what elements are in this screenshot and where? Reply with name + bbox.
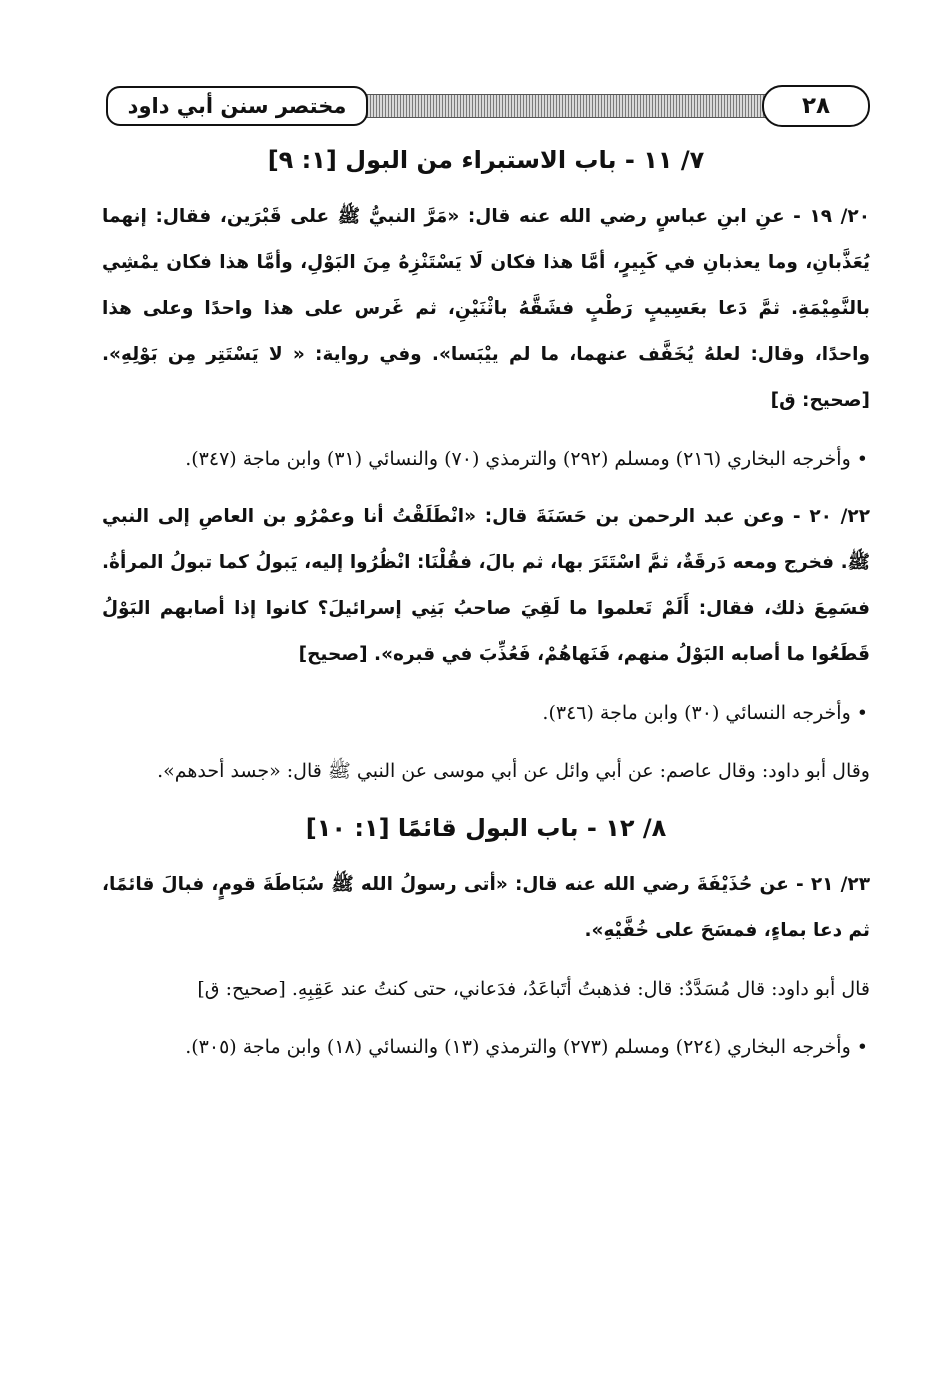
page-body (102, 138, 870, 1082)
chapter-heading: ٨/ ١٢ - باب البول قائمًا [١: ١٠] (305, 814, 667, 842)
takhrij-note: • وأخرجه البخاري (٢٢٤) ومسلم (٢٧٣) والترمذي (١٣) والنسائي (١٨) وابن ماجة (٣٠٥). (185, 1036, 868, 1058)
takhrij-note: • وأخرجه النسائي (٣٠) وابن ماجة (٣٤٦). (542, 702, 868, 724)
hadith-text: ٢٠/ ١٩ - عنِ ابنِ عباسٍ رضي الله عنه قال: «مَرَّ النبيُّ ﷺ على قَبْرَين، فقال: إنهما يُعَذَّبانِ، وما يعذبانِ في كَبِيرٍ، أمَّا هذا فكان لَا يَسْتَنْزِهُ مِنَ البَوْلِ، وأمَّا هذا فكان يمْشِي بالنَّمِيْمَةِ. ثمَّ دَعا بعَسِيبٍ رَطْبٍ فشَقَّهُ باثْنَيْنِ، ثم غَرس على هذا واحدًا وعلى هذا واحدًا، وقال: لعلهُ يُخَفَّف عنهما، ما لم ييْبَسا». وفي رواية: « لا يَسْتَتِر مِن بَوْلِهِ». [صحيح: ق] (102, 206, 870, 411)
running-header (100, 84, 870, 126)
takhrij-note: • وأخرجه البخاري (٢١٦) ومسلم (٢٩٢) والترمذي (٧٠) والنسائي (٣١) وابن ماجة (٣٤٧). (185, 448, 868, 470)
chapter-heading: ٧/ ١١ - باب الاستبراء من البول [١: ٩] (267, 146, 705, 174)
hadith-text: ٢٣/ ٢١ - عن حُذَيْفَةَ رضي الله عنه قال: «أتى رسولُ الله ﷺ سُبَاطَةَ قومٍ، فبالَ قائمًا، ثم دعا بماءٍ، فمسَحَ على خُفَّيْهِ». (102, 874, 870, 941)
author-comment: قال أبو داود: قال مُسَدَّدٌ: قال: فذهبتُ أتَباعَدُ، فدَعاني، حتى كنتُ عند عَقِبِهِ. [صحيح: ق] (197, 978, 870, 1000)
hadith-text: ٢٢/ ٢٠ - وعن عبد الرحمن بن حَسَنَةَ قال: «انْطَلَقْتُ أنا وعمْرُو بن العاصِ إلى النبي ﷺ. فخرج ومعه دَرقَةٌ، ثمَّ اسْتَتَرَ بها، ثم بالَ، فقُلْنَا: انْظُرُوا إليه، يَبولُ كما تبولُ المرأةُ. فسَمِعَ ذلك، فقال: أَلَمْ تَعلموا ما لَقِيَ صاحبُ بَنِي إسرائيلَ؟ كانوا إذا أصابهم البَوْلُ قَطَعُوا ما أصابه البَوْلُ منهم، فَنَهاهُمْ، فَعُذِّبَ في قبره». [صحيح] (102, 506, 870, 665)
book-title: مختصر سنن أبي داود (106, 86, 368, 126)
page-number: ٢٨ (762, 85, 870, 127)
author-comment: وقال أبو داود: وقال عاصم: عن أبي وائل عن أبي موسى عن النبي ﷺ قال: «جسد أحدهم». (157, 760, 870, 782)
